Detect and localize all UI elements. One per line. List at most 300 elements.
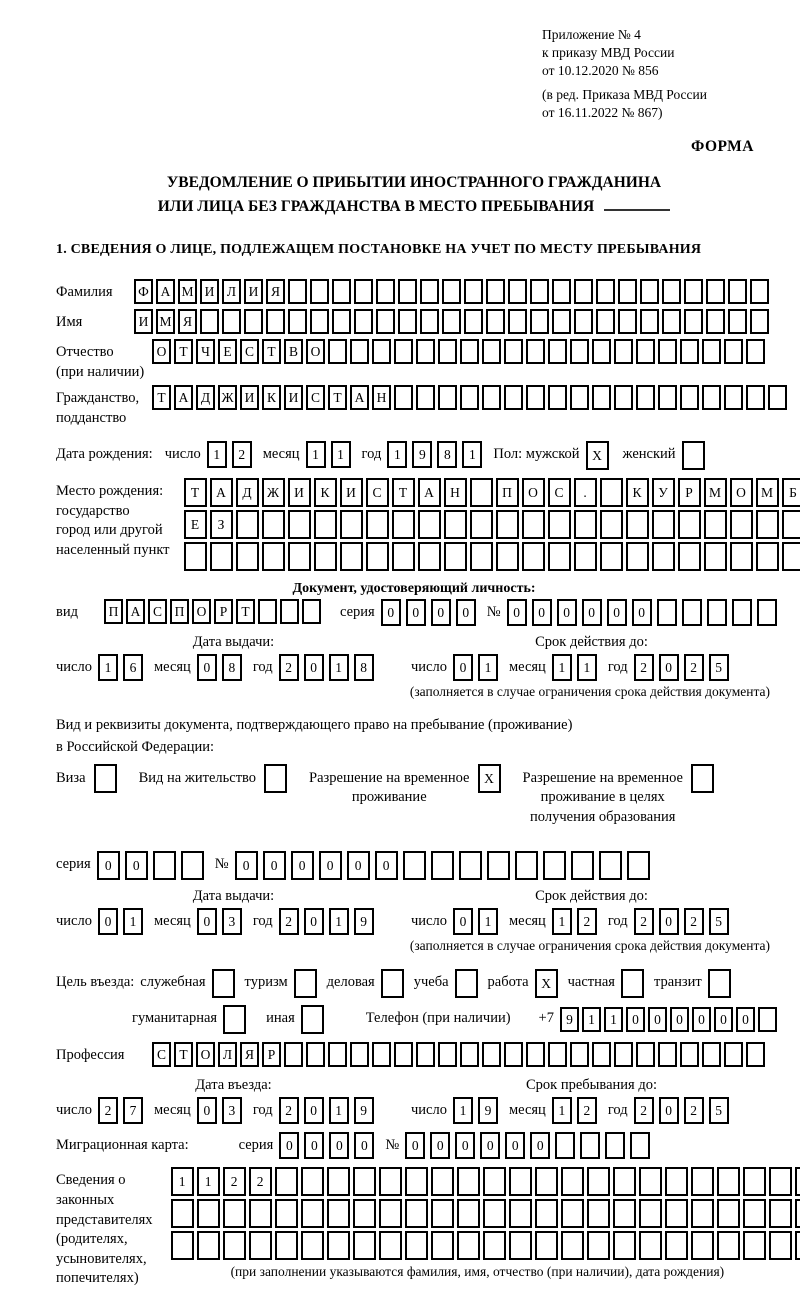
entry-day[interactable] — [98, 1097, 148, 1124]
char-box: Н — [372, 385, 391, 410]
char-box — [405, 1199, 428, 1228]
visa-option — [56, 764, 117, 793]
birth-month-input[interactable] — [306, 441, 356, 468]
char-box: Р — [678, 478, 701, 507]
char-box: 0 — [235, 851, 258, 880]
char-box — [212, 969, 235, 998]
char-box — [561, 1199, 584, 1228]
char-box: Н — [444, 478, 467, 507]
char-box — [340, 542, 363, 571]
surname-label: Фамилия — [56, 284, 113, 300]
patronymic-input[interactable] — [152, 339, 768, 364]
doc-valid-note: (заполняется в случае ограничения срока действия документа) — [409, 684, 770, 700]
residence-valid-heading: Срок действия до: — [535, 888, 648, 905]
char-box: А — [418, 478, 441, 507]
valid-day-label: число — [411, 659, 447, 676]
doc-valid-heading: Срок действия до: — [535, 634, 648, 651]
edition-line: от 16.11.2022 № 867) — [542, 105, 663, 121]
stay-month[interactable] — [552, 1097, 602, 1124]
char-box — [614, 1042, 633, 1067]
edu-permit-checkbox[interactable] — [691, 764, 714, 793]
doc-valid-day[interactable] — [453, 654, 503, 681]
stay-year-label: год — [607, 1102, 628, 1119]
char-box — [301, 1167, 324, 1196]
char-box: О — [152, 339, 171, 364]
char-box — [769, 1231, 792, 1260]
valid-month-label: месяц — [508, 659, 546, 676]
residence-valid-day[interactable] — [453, 908, 503, 935]
char-box — [394, 339, 413, 364]
char-box — [301, 1231, 324, 1260]
char-box: 1 — [577, 654, 597, 681]
char-box: 2 — [684, 1097, 704, 1124]
char-box — [509, 1231, 532, 1260]
char-box: Т — [152, 385, 171, 410]
char-box: 0 — [714, 1007, 733, 1032]
residence-valid-month[interactable] — [552, 908, 602, 935]
char-box — [249, 1231, 272, 1260]
entry-year-label: год — [252, 1102, 273, 1119]
residence-permit-label: Вид на жительство — [138, 769, 257, 786]
char-box — [746, 385, 765, 410]
doc-issue-day[interactable] — [98, 654, 148, 681]
char-box: 2 — [634, 654, 654, 681]
char-box: 0 — [381, 599, 401, 626]
char-box — [574, 309, 593, 334]
char-box — [457, 1199, 480, 1228]
char-box: 2 — [279, 1097, 299, 1124]
char-box: 0 — [453, 654, 473, 681]
char-box — [470, 510, 493, 539]
char-box: 1 — [582, 1007, 601, 1032]
char-box: 1 — [462, 441, 482, 468]
char-box — [236, 510, 259, 539]
char-box: 0 — [329, 1132, 349, 1159]
char-box — [482, 1042, 501, 1067]
char-box: 9 — [354, 1097, 374, 1124]
char-box: Е — [184, 510, 207, 539]
char-box — [294, 969, 317, 998]
char-box: Т — [174, 1042, 193, 1067]
char-box — [496, 542, 519, 571]
char-box — [535, 1231, 558, 1260]
char-box — [405, 1167, 428, 1196]
char-box — [487, 851, 510, 880]
char-box — [515, 851, 538, 880]
birth-year-input[interactable] — [387, 441, 487, 468]
char-box — [350, 1042, 369, 1067]
char-box — [418, 510, 441, 539]
char-box: 2 — [684, 908, 704, 935]
representatives-row3[interactable] — [171, 1231, 800, 1260]
char-box — [223, 1231, 246, 1260]
char-box: И — [340, 478, 363, 507]
char-box — [548, 339, 567, 364]
char-box — [288, 510, 311, 539]
char-box: 0 — [197, 654, 217, 681]
char-box: 0 — [505, 1132, 525, 1159]
char-box — [717, 1199, 740, 1228]
residence-issue-heading: Дата выдачи: — [192, 888, 275, 905]
char-box — [197, 1231, 220, 1260]
char-box — [244, 309, 263, 334]
char-box: 0 — [507, 599, 527, 626]
char-box: 0 — [557, 599, 577, 626]
entry-date-group — [56, 1077, 411, 1124]
char-box — [459, 851, 482, 880]
purpose-study-checkbox[interactable] — [455, 969, 478, 998]
char-box — [707, 599, 727, 626]
char-box: 0 — [405, 1132, 425, 1159]
char-box — [795, 1167, 800, 1196]
doc-valid-group — [411, 634, 772, 681]
char-box — [587, 1231, 610, 1260]
birth-place-row3[interactable] — [184, 542, 800, 571]
char-box — [702, 1042, 721, 1067]
char-box — [457, 1231, 480, 1260]
char-box — [327, 1231, 350, 1260]
citizenship-input[interactable] — [152, 385, 790, 410]
doc-kind-label: вид — [56, 604, 78, 621]
char-box: 0 — [659, 908, 679, 935]
char-box: О — [306, 339, 325, 364]
char-box — [680, 339, 699, 364]
birth-date-label: Дата рождения: — [56, 446, 153, 463]
identity-doc-heading: Документ, удостоверяющий личность: — [292, 581, 536, 597]
doc-issue-group — [56, 634, 411, 681]
char-box — [639, 1231, 662, 1260]
purpose-work-checkbox[interactable] — [535, 969, 558, 998]
residence-valid-note: (заполняется в случае ограничения срока действия документа) — [409, 938, 770, 954]
visa-checkbox[interactable] — [94, 764, 117, 793]
char-box — [94, 764, 117, 793]
purpose-other-checkbox[interactable] — [301, 1005, 324, 1034]
char-box — [470, 542, 493, 571]
char-box: 1 — [387, 441, 407, 468]
issue-day-label: число — [56, 659, 92, 676]
doc-series-label: серия — [340, 604, 375, 621]
char-box — [381, 969, 404, 998]
char-box — [658, 385, 677, 410]
doc-issue-year[interactable] — [279, 654, 379, 681]
char-box — [627, 851, 650, 880]
char-box — [482, 385, 501, 410]
char-box — [717, 1231, 740, 1260]
profession-label: Профессия — [56, 1047, 125, 1064]
char-box — [613, 1231, 636, 1260]
char-box — [621, 969, 644, 998]
doc-valid-month[interactable] — [552, 654, 602, 681]
birth-day-input[interactable] — [207, 441, 257, 468]
char-box: И — [200, 279, 219, 304]
char-box — [302, 599, 321, 624]
char-box — [354, 309, 373, 334]
char-box — [327, 1199, 350, 1228]
char-box: А — [126, 599, 145, 624]
char-box — [310, 279, 329, 304]
char-box — [353, 1167, 376, 1196]
purpose-business-checkbox[interactable] — [381, 969, 404, 998]
char-box: 0 — [431, 599, 451, 626]
char-box — [509, 1167, 532, 1196]
purpose-humanitarian-checkbox[interactable] — [223, 1005, 246, 1034]
char-box — [691, 764, 714, 793]
sex-female-checkbox[interactable] — [682, 441, 705, 470]
char-box — [756, 510, 779, 539]
char-box — [626, 542, 649, 571]
char-box — [548, 542, 571, 571]
char-box — [394, 385, 413, 410]
char-box — [394, 1042, 413, 1067]
char-box: 0 — [97, 851, 120, 880]
char-box — [587, 1199, 610, 1228]
char-box: 1 — [604, 1007, 623, 1032]
char-box — [398, 279, 417, 304]
char-box: К — [262, 385, 281, 410]
char-box — [314, 542, 337, 571]
char-box — [444, 510, 467, 539]
char-box — [600, 478, 623, 507]
surname-input[interactable] — [134, 279, 772, 304]
char-box — [275, 1199, 298, 1228]
purpose-other-label: иная — [266, 1010, 295, 1027]
char-box: 1 — [478, 654, 498, 681]
phone-prefix: +7 — [538, 1010, 554, 1027]
birth-place-grid — [184, 478, 800, 574]
char-box — [353, 1231, 376, 1260]
phone-input[interactable] — [560, 1007, 780, 1032]
char-box: Т — [184, 478, 207, 507]
char-box — [639, 1199, 662, 1228]
doc-kind-input[interactable] — [104, 599, 324, 624]
char-box — [691, 1199, 714, 1228]
char-box: 0 — [291, 851, 314, 880]
mc-series-input[interactable] — [279, 1132, 379, 1159]
mc-number-input[interactable] — [405, 1132, 655, 1159]
residence-issue-year[interactable] — [279, 908, 379, 935]
char-box: Я — [266, 279, 285, 304]
char-box: 0 — [304, 654, 324, 681]
char-box: Р — [262, 1042, 281, 1067]
char-box — [652, 510, 675, 539]
char-box: 0 — [456, 599, 476, 626]
entry-month[interactable] — [197, 1097, 247, 1124]
purpose-tourism-checkbox[interactable] — [294, 969, 317, 998]
char-box — [665, 1167, 688, 1196]
residence-issue-month[interactable] — [197, 908, 247, 935]
char-box: С — [152, 1042, 171, 1067]
r-issue-year-label: год — [252, 913, 273, 930]
purpose-transit-checkbox[interactable] — [708, 969, 731, 998]
char-box: Т — [328, 385, 347, 410]
section1-heading: 1. СВЕДЕНИЯ О ЛИЦЕ, ПОДЛЕЖАЩЕМ ПОСТАНОВКЕ НА УЧЕТ ПО МЕСТУ ПРЕБЫВАНИЯ — [56, 242, 702, 257]
char-box: О — [730, 478, 753, 507]
representatives-row1[interactable] — [171, 1167, 800, 1196]
char-box — [249, 1199, 272, 1228]
char-box — [728, 279, 747, 304]
stay-until-heading: Срок пребывания до: — [526, 1077, 657, 1094]
char-box: 2 — [249, 1167, 272, 1196]
sex-female-label: женский — [622, 446, 676, 463]
char-box — [574, 542, 597, 571]
char-box: Т — [392, 478, 415, 507]
char-box: X — [586, 441, 609, 470]
appendix-header — [542, 26, 760, 122]
char-box — [372, 1042, 391, 1067]
char-box — [288, 309, 307, 334]
purpose-official-checkbox[interactable] — [212, 969, 235, 998]
char-box — [743, 1199, 766, 1228]
char-box — [310, 309, 329, 334]
char-box — [684, 309, 703, 334]
char-box: 2 — [684, 654, 704, 681]
stay-day[interactable] — [453, 1097, 503, 1124]
char-box: 0 — [347, 851, 370, 880]
char-box: 0 — [354, 1132, 374, 1159]
char-box: 1 — [329, 908, 349, 935]
stay-month-label: месяц — [508, 1102, 546, 1119]
entry-year[interactable] — [279, 1097, 379, 1124]
char-box — [301, 1199, 324, 1228]
char-box — [504, 385, 523, 410]
char-box — [682, 599, 702, 626]
sex-male-checkbox[interactable] — [586, 441, 609, 470]
doc-series-input[interactable] — [381, 599, 481, 626]
char-box — [366, 510, 389, 539]
char-box — [626, 510, 649, 539]
char-box — [314, 510, 337, 539]
char-box — [526, 339, 545, 364]
residence-issue-day[interactable] — [98, 908, 148, 935]
char-box: Т — [174, 339, 193, 364]
residence-series-input[interactable] — [97, 851, 209, 880]
char-box: 0 — [263, 851, 286, 880]
char-box — [457, 1167, 480, 1196]
doc-number-input[interactable] — [507, 599, 782, 626]
char-box: 7 — [123, 1097, 143, 1124]
char-box — [171, 1231, 194, 1260]
char-box: 0 — [648, 1007, 667, 1032]
char-box — [327, 1167, 350, 1196]
char-box — [600, 542, 623, 571]
char-box: 0 — [375, 851, 398, 880]
purpose-private-checkbox[interactable] — [621, 969, 644, 998]
stay-year[interactable] — [634, 1097, 734, 1124]
char-box — [574, 279, 593, 304]
residence-valid-group — [411, 888, 772, 935]
char-box — [332, 279, 351, 304]
char-box: М — [156, 309, 175, 334]
doc-issue-month[interactable] — [197, 654, 247, 681]
migration-card-label: Миграционная карта: — [56, 1137, 189, 1154]
doc-issue-heading: Дата выдачи: — [192, 634, 275, 651]
char-box — [184, 542, 207, 571]
char-box: 0 — [480, 1132, 500, 1159]
name-input[interactable] — [134, 309, 772, 334]
char-box — [483, 1231, 506, 1260]
char-box — [639, 1167, 662, 1196]
char-box: О — [522, 478, 545, 507]
residence-permit-option — [139, 764, 287, 793]
mc-number-label: № — [385, 1137, 400, 1154]
entry-month-label: месяц — [153, 1102, 191, 1119]
birth-place-row2[interactable] — [184, 510, 800, 539]
char-box: И — [240, 385, 259, 410]
doc-valid-year[interactable] — [634, 654, 734, 681]
char-box: 0 — [736, 1007, 755, 1032]
char-box: 1 — [197, 1167, 220, 1196]
char-box — [555, 1132, 575, 1159]
temp-permit-checkbox[interactable] — [478, 764, 501, 793]
char-box — [442, 279, 461, 304]
char-box: 0 — [406, 599, 426, 626]
char-box — [691, 1167, 714, 1196]
temp-permit-label: Разрешение на временное проживание — [309, 769, 470, 806]
char-box — [552, 309, 571, 334]
representatives-note: (при заполнении указываются фамилия, имя, отчество (при наличии), дата рождения) — [230, 1264, 725, 1280]
char-box — [392, 542, 415, 571]
char-box — [657, 599, 677, 626]
char-box: 9 — [478, 1097, 498, 1124]
purpose-private-label: частная — [567, 974, 615, 991]
char-box — [704, 542, 727, 571]
r-valid-year-label: год — [607, 913, 628, 930]
char-box: 5 — [709, 654, 729, 681]
char-box — [284, 1042, 303, 1067]
representatives-label: Сведения о законных представителях (родителях, усыновителях, попечителях) — [56, 1172, 153, 1287]
char-box: Т — [262, 339, 281, 364]
char-box — [526, 385, 545, 410]
char-box: А — [350, 385, 369, 410]
birth-place-row1[interactable] — [184, 478, 800, 507]
char-box: X — [478, 764, 501, 793]
form-title-line1: УВЕДОМЛЕНИЕ О ПРИБЫТИИ ИНОСТРАННОГО ГРАЖДАНИНА — [166, 174, 662, 192]
char-box: С — [240, 339, 259, 364]
char-box — [431, 1199, 454, 1228]
char-box — [678, 542, 701, 571]
char-box — [724, 1042, 743, 1067]
char-box: Е — [218, 339, 237, 364]
char-box — [464, 309, 483, 334]
char-box: 2 — [577, 1097, 597, 1124]
char-box — [682, 441, 705, 470]
representatives-row2[interactable] — [171, 1199, 800, 1228]
residence-valid-year[interactable] — [634, 908, 734, 935]
char-box: 2 — [223, 1167, 246, 1196]
char-box — [658, 1042, 677, 1067]
char-box — [153, 851, 176, 880]
char-box — [614, 385, 633, 410]
char-box — [223, 1199, 246, 1228]
char-box: К — [314, 478, 337, 507]
profession-input[interactable] — [152, 1042, 768, 1067]
char-box: Ф — [134, 279, 153, 304]
char-box — [570, 339, 589, 364]
char-box: 8 — [222, 654, 242, 681]
char-box — [704, 510, 727, 539]
r-valid-month-label: месяц — [508, 913, 546, 930]
char-box: У — [652, 478, 675, 507]
char-box — [592, 339, 611, 364]
residence-number-input[interactable] — [235, 851, 655, 880]
residence-permit-checkbox[interactable] — [264, 764, 287, 793]
char-box — [587, 1167, 610, 1196]
char-box: 0 — [304, 1132, 324, 1159]
char-box — [522, 510, 545, 539]
char-box — [483, 1167, 506, 1196]
form-title-line2: ИЛИ ЛИЦА БЕЗ ГРАЖДАНСТВА В МЕСТО ПРЕБЫВАНИЯ — [56, 195, 772, 218]
char-box: Л — [222, 279, 241, 304]
